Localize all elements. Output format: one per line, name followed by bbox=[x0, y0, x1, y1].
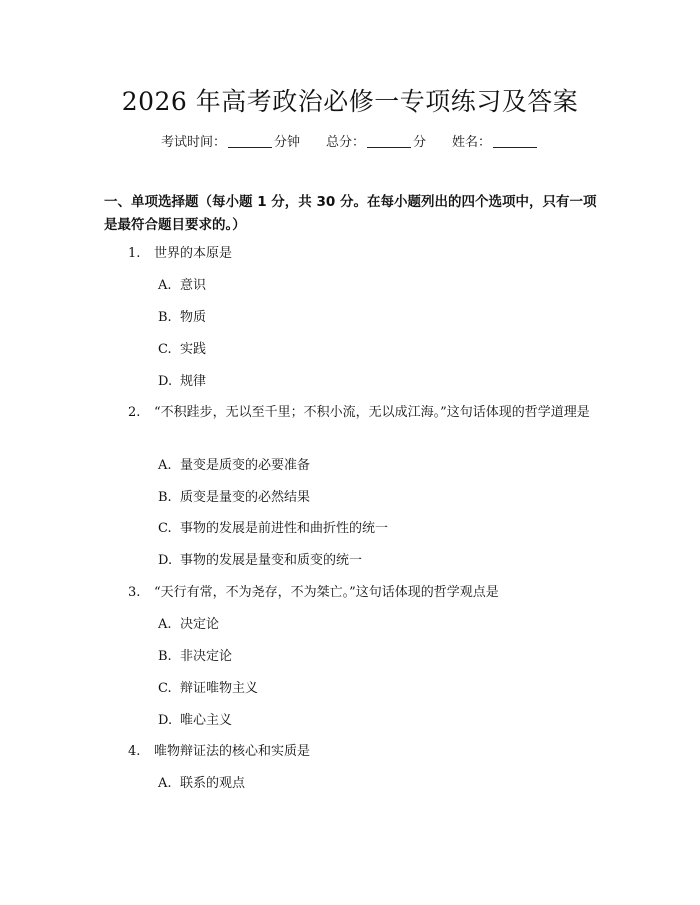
option-text: 事物的发展是量变和质变的统一 bbox=[180, 553, 363, 568]
option-letter: A. bbox=[158, 776, 172, 791]
total-score-unit: 分 bbox=[413, 135, 427, 150]
question-number: 1. bbox=[128, 246, 141, 261]
option-letter: A. bbox=[158, 617, 172, 632]
question-3 bbox=[104, 581, 604, 604]
option-2c bbox=[158, 519, 388, 539]
option-letter: D. bbox=[158, 553, 173, 568]
option-letter: D. bbox=[158, 374, 173, 389]
exam-time-label: 考试时间： bbox=[160, 135, 226, 150]
question-text: “天行有常，不为尧存，不为桀亡。”这句话体现的哲学观点是 bbox=[154, 585, 499, 600]
option-letter: C. bbox=[158, 342, 172, 357]
option-3a bbox=[158, 615, 219, 635]
option-letter: D. bbox=[158, 713, 173, 728]
option-text: 辩证唯物主义 bbox=[180, 681, 259, 696]
option-text: 物质 bbox=[180, 310, 207, 325]
option-text: 非决定论 bbox=[180, 649, 233, 664]
exam-info-line bbox=[0, 131, 700, 150]
question-2 bbox=[104, 401, 604, 424]
option-text: 量变是质变的必要准备 bbox=[180, 458, 311, 473]
total-score-label: 总分： bbox=[325, 135, 365, 150]
exam-time-blank bbox=[228, 135, 272, 148]
option-letter: C. bbox=[158, 521, 172, 536]
exam-time-unit: 分钟 bbox=[273, 135, 300, 150]
option-1c bbox=[158, 340, 206, 360]
option-letter: A. bbox=[158, 458, 172, 473]
option-2b bbox=[158, 488, 310, 508]
question-number: 3. bbox=[128, 585, 141, 600]
option-letter: B. bbox=[158, 310, 172, 325]
question-text: 世界的本原是 bbox=[154, 246, 233, 261]
option-text: 联系的观点 bbox=[180, 776, 246, 791]
option-1a bbox=[158, 276, 206, 296]
question-text: “不积跬步，无以至千里；不积小流，无以成江海。”这句话体现的哲学道理是 bbox=[154, 405, 590, 420]
option-text: 决定论 bbox=[180, 617, 220, 632]
option-3b bbox=[158, 647, 232, 667]
option-text: 规律 bbox=[180, 374, 207, 389]
option-text: 事物的发展是前进性和曲折性的统一 bbox=[180, 521, 389, 536]
question-4 bbox=[104, 740, 604, 763]
total-score-blank bbox=[367, 135, 411, 148]
option-text: 唯心主义 bbox=[180, 713, 233, 728]
option-letter: B. bbox=[158, 490, 172, 505]
option-4a bbox=[158, 774, 245, 794]
student-name-label: 姓名： bbox=[452, 135, 492, 150]
page-title: 2026 年高考政治必修一专项练习及答案 bbox=[121, 87, 579, 116]
question-number: 4. bbox=[128, 744, 141, 759]
option-3d bbox=[158, 711, 232, 731]
student-name-blank bbox=[493, 135, 537, 148]
section-heading: 一、单项选择题（每小题 1 分，共 30 分。在每小题列出的四个选项中，只有一项是最符合题目要求的。） bbox=[104, 194, 597, 233]
option-1b bbox=[158, 308, 206, 328]
option-letter: A. bbox=[158, 278, 172, 293]
option-text: 实践 bbox=[180, 342, 207, 357]
option-2a bbox=[158, 456, 310, 476]
option-1d bbox=[158, 372, 206, 392]
question-number: 2. bbox=[128, 405, 141, 420]
option-text: 质变是量变的必然结果 bbox=[180, 490, 311, 505]
question-1 bbox=[104, 242, 604, 265]
option-2d bbox=[158, 551, 362, 571]
option-letter: C. bbox=[158, 681, 172, 696]
question-text: 唯物辩证法的核心和实质是 bbox=[154, 744, 311, 759]
option-text: 意识 bbox=[180, 278, 207, 293]
option-3c bbox=[158, 679, 258, 699]
option-letter: B. bbox=[158, 649, 172, 664]
